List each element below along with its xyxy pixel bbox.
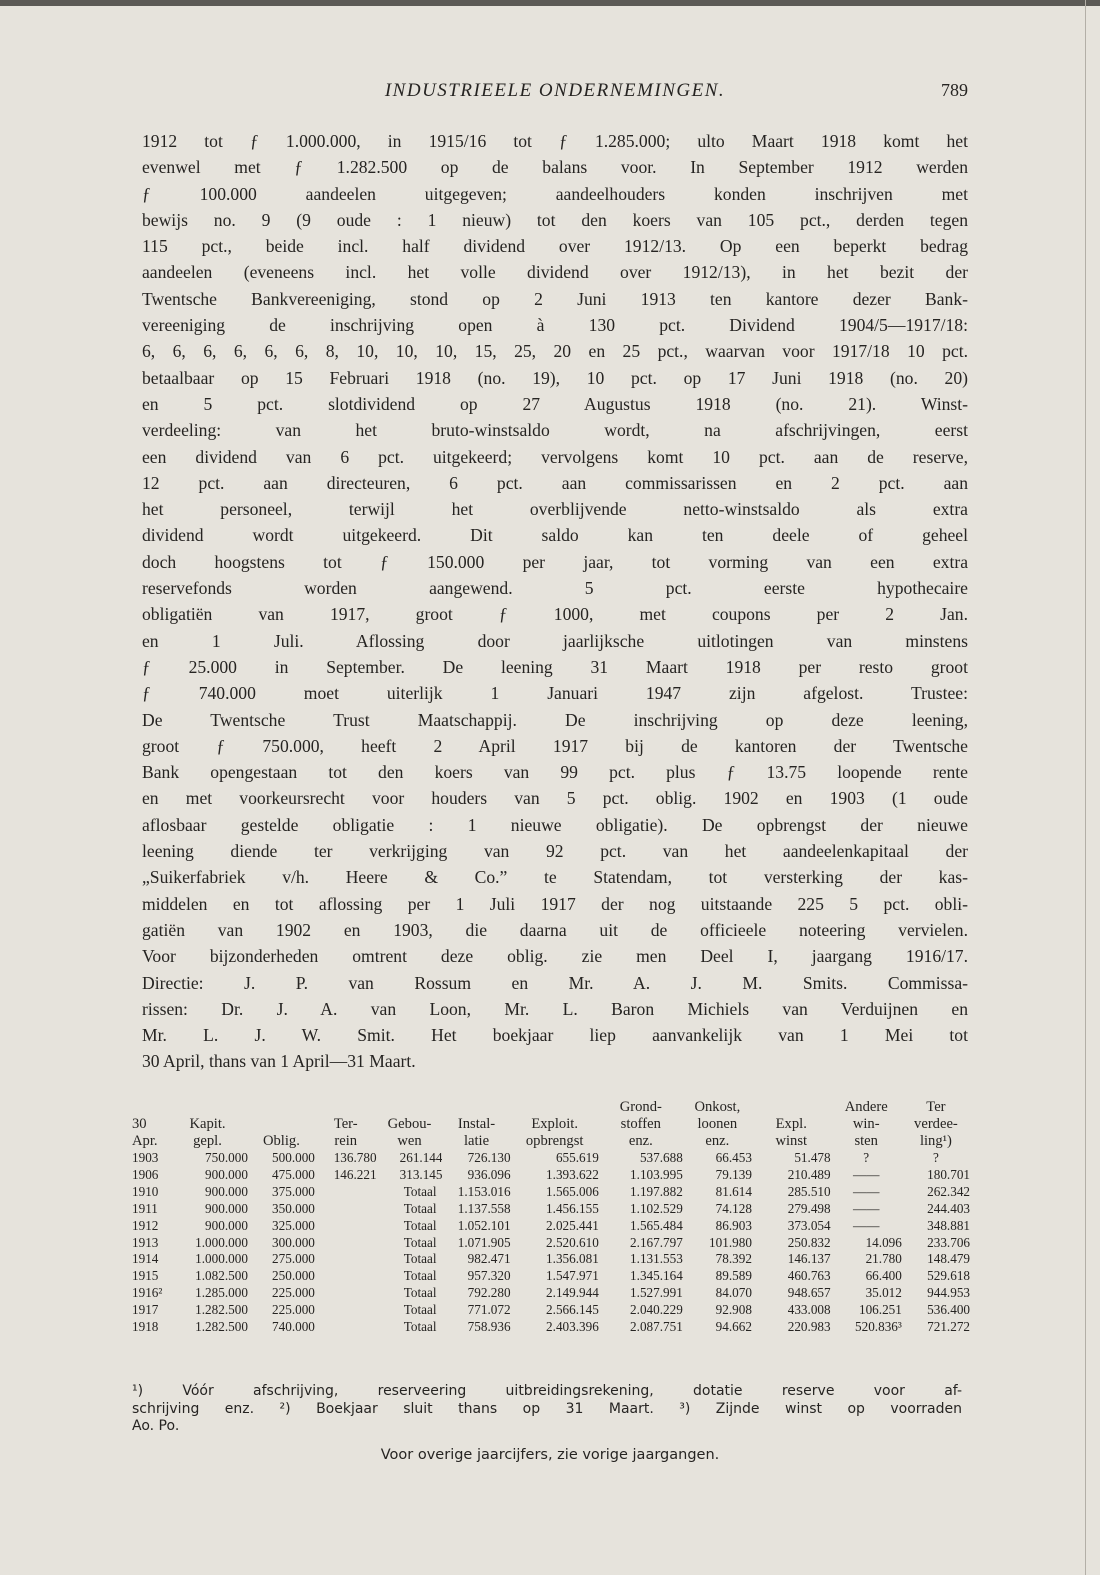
column-header: Expl. (775, 1116, 807, 1132)
text-line: ƒ 25.000 in September. De leening 31 Maart 1918 per resto groot (142, 656, 968, 677)
table-row (132, 1218, 970, 1235)
table-cell: 1.285.000 (195, 1285, 248, 1301)
column-header: win- (852, 1116, 880, 1132)
page-edge-line (1085, 0, 1086, 1575)
text-line: bewijs no. 9 (9 oude : 1 nieuw) tot den koers van 105 pct., derden tegen (142, 209, 968, 230)
table-cell: 78.392 (715, 1251, 752, 1267)
table-cell: 300.000 (272, 1234, 315, 1250)
table-cell: ? (932, 1150, 939, 1165)
column-header (442, 1099, 510, 1116)
column-header: sten (854, 1133, 878, 1149)
table-row (132, 1184, 970, 1201)
table-cell: 1.137.558 (457, 1200, 511, 1216)
footnote-line: ¹) Vóór afschrijving, reserveering uitbreidingsrekening, dotatie reserve voor af- (132, 1383, 962, 1399)
text-line: 6, 6, 6, 6, 6, 6, 8, 10, 10, 10, 15, 25, 20 en 25 pct., waarvan voor 1917/18 10 pct. (142, 341, 968, 362)
table-cell: 771.072 (467, 1302, 511, 1318)
table-cell: 373.054 (787, 1217, 831, 1233)
table-cell: Totaal (403, 1319, 437, 1335)
column-header: gepl. (193, 1133, 222, 1149)
text-line: „Suikerfabriek v/h. Heere & Co.” te Statendam, tot versterking der kas- (142, 867, 968, 888)
text-line: Voor bijzonderheden omtrent deze oblig. zie men Deel I, jaargang 1916/17. (142, 946, 968, 967)
table-cell: 146.137 (787, 1251, 831, 1267)
text-line: reservefonds worden aangewend. 5 pct. eerste hypothecaire (142, 578, 968, 599)
table-cell: 792.280 (467, 1285, 511, 1301)
text-line: 30 April, thans van 1 April—31 Maart. (142, 1051, 416, 1072)
table-cell: 1916² (132, 1285, 163, 1301)
footnote-line: schrijving enz. ²) Boekjaar sluit thans op 31 Maart. ³) Zijnde winst op voorraden (132, 1400, 962, 1417)
table-cell: 529.618 (927, 1268, 970, 1284)
column-header: loonen (697, 1116, 738, 1132)
text-line: het personeel, terwijl het overblijvende netto-winstsaldo als extra (142, 499, 968, 520)
table-cell: 944.953 (927, 1285, 970, 1301)
closing-note: Voor overige jaarcijfers, zie vorige jaargangen. (380, 1447, 720, 1463)
table-cell: 1.131.553 (630, 1251, 683, 1267)
text-line: leening diende ter verkrijging van 92 pct. van het aandeelenkapitaal der (142, 841, 968, 862)
column-header (315, 1099, 377, 1116)
table-header-row (132, 1133, 970, 1150)
table-cell: 136.780 (333, 1150, 377, 1165)
text-line: dividend wordt uitgekeerd. Dit saldo kan ten deele of geheel (142, 525, 968, 546)
text-line: verdeeling: van het bruto-winstsaldo wordt, na afschrijvingen, eerst (142, 420, 968, 441)
table-cell: 94.662 (715, 1319, 752, 1335)
table-cell: 1.527.991 (630, 1285, 683, 1301)
table-cell: 936.096 (467, 1166, 511, 1182)
table-cell: 21.780 (865, 1251, 902, 1267)
text-line: en 1 Juli. Aflossing door jaarlijksche uitlotingen van minstens (142, 630, 968, 651)
text-line: ƒ 740.000 moet uiterlijk 1 Januari 1947 zijn afgelost. Trustee: (142, 683, 968, 704)
table-cell: 106.251 (858, 1302, 902, 1318)
column-header: Ter (926, 1099, 946, 1115)
table-cell: 84.070 (715, 1285, 752, 1301)
text-line: vereeniging de inschrijving open à 130 pct. Dividend 1904/5—1917/18: (142, 315, 968, 336)
table-cell: 146.221 (333, 1166, 377, 1182)
text-line: een dividend van 6 pct. uitgekeerd; vervolgens komt 10 pct. aan de reserve, (142, 446, 968, 467)
table-cell: 2.149.944 (546, 1285, 599, 1301)
table-cell: 51.478 (794, 1150, 831, 1165)
table-cell: 1917 (132, 1302, 159, 1318)
table-cell: 537.688 (639, 1150, 683, 1165)
table-cell: 2.403.396 (546, 1319, 599, 1335)
text-line: evenwel met ƒ 1.282.500 op de balans voor. In September 1912 werden (142, 157, 968, 178)
table-cell: 721.272 (927, 1319, 970, 1335)
table-cell: 1.282.500 (195, 1319, 248, 1335)
table-cell: 233.706 (927, 1234, 970, 1250)
column-header: wen (397, 1133, 422, 1149)
column-header: enz. (705, 1133, 730, 1149)
table-cell: 1911 (132, 1200, 158, 1216)
table-cell: 14.096 (865, 1234, 902, 1250)
table-cell: 1.052.101 (457, 1217, 511, 1233)
table-cell: 2.520.610 (546, 1234, 599, 1250)
column-header: ling¹) (919, 1133, 952, 1149)
table-cell: 92.908 (715, 1302, 752, 1318)
table-cell: 2.566.145 (546, 1302, 599, 1318)
table-cell: 79.139 (715, 1166, 752, 1182)
table-cell: 261.144 (399, 1150, 443, 1165)
table-cell: Totaal (403, 1217, 437, 1233)
table-cell: —— (853, 1166, 880, 1182)
table-cell: 433.008 (787, 1302, 831, 1318)
table-cell: 740.000 (272, 1319, 315, 1335)
text-line: De Twentsche Trust Maatschappij. De inschrijving op deze leening, (142, 709, 968, 730)
table-cell: 225.000 (272, 1285, 315, 1301)
table-row (132, 1251, 970, 1268)
table-cell: 758.936 (467, 1319, 511, 1335)
table-header-row (132, 1099, 970, 1116)
table-cell: 460.763 (787, 1268, 831, 1284)
table-cell: 101.980 (709, 1234, 752, 1250)
table-cell: 225.000 (272, 1302, 315, 1318)
table-cell: 313.145 (399, 1166, 443, 1182)
table-cell: 66.400 (865, 1268, 902, 1284)
text-line: rissen: Dr. J. A. van Loon, Mr. L. Baron Michiels van Verduijnen en (142, 998, 968, 1019)
table-cell: 1903 (132, 1150, 159, 1165)
table-cell: 1.393.622 (546, 1166, 599, 1182)
text-line: aandeelen (eveneens incl. het volle dividend over 1912/13), in het bezit der (142, 262, 968, 283)
table-cell: 1914 (132, 1251, 159, 1267)
column-header: opbrengst (525, 1133, 584, 1149)
page-header (142, 80, 968, 110)
table-cell: 1.282.500 (195, 1302, 248, 1318)
table-cell: 1.082.500 (195, 1268, 248, 1284)
table-cell: 1906 (132, 1166, 159, 1182)
table-cell: 35.012 (865, 1285, 902, 1301)
column-header (248, 1116, 315, 1133)
table-cell: 900.000 (205, 1200, 248, 1216)
table-cell: —— (853, 1200, 880, 1216)
table-cell: 262.342 (927, 1183, 970, 1199)
body-text (142, 128, 968, 1075)
table-cell: 285.510 (787, 1183, 831, 1199)
table-cell: 726.130 (467, 1150, 511, 1165)
text-line: ƒ 100.000 aandeelen uitgegeven; aandeelhouders konden inschrijven met (142, 183, 968, 204)
column-header: winst (775, 1133, 808, 1149)
table-cell: 1.153.016 (457, 1183, 511, 1199)
table-cell: 1.565.006 (546, 1183, 599, 1199)
text-line: betaalbaar op 15 Februari 1918 (no. 19), 10 pct. op 17 Juni 1918 (no. 20) (142, 367, 968, 388)
column-header: Exploit. (531, 1116, 578, 1132)
column-header: Gebou- (387, 1116, 432, 1132)
table-row (132, 1167, 970, 1184)
table-cell: 375.000 (272, 1183, 315, 1199)
table-cell: 536.400 (927, 1302, 970, 1318)
text-line: obligatiën van 1917, groot ƒ 1000, met coupons per 2 Jan. (142, 604, 968, 625)
column-header: rein (334, 1133, 358, 1149)
table-cell: 655.619 (555, 1150, 599, 1165)
table-row (132, 1319, 970, 1336)
text-line: groot ƒ 750.000, heeft 2 April 1917 bij de kantoren der Twentsche (142, 735, 968, 756)
table-cell: 1.102.529 (630, 1200, 683, 1216)
table-cell: 750.000 (205, 1150, 248, 1165)
footnotes (132, 1383, 962, 1436)
table-cell: 148.479 (927, 1251, 970, 1267)
table-cell: —— (853, 1183, 880, 1199)
column-header: Kapit. (189, 1116, 226, 1132)
column-header: Onkost, (694, 1099, 741, 1115)
table-cell: 66.453 (715, 1150, 752, 1165)
text-line: en met voorkeursrecht voor houders van 5 pct. oblig. 1902 en 1903 (1 oude (142, 788, 968, 809)
column-header: enz. (628, 1133, 653, 1149)
table-cell: 957.320 (467, 1268, 511, 1284)
text-line: 1912 tot ƒ 1.000.000, in 1915/16 tot ƒ 1.285.000; ulto Maart 1918 komt het (142, 131, 968, 151)
table-cell: Totaal (403, 1302, 437, 1318)
text-line: doch hoogstens tot ƒ 150.000 per jaar, tot vorming van een extra (142, 551, 968, 572)
page-number: 789 (941, 80, 968, 100)
table-cell: Totaal (403, 1183, 437, 1199)
column-header: verdee- (914, 1116, 958, 1132)
table-cell: 1.103.995 (630, 1166, 683, 1182)
column-header: Oblig. (262, 1133, 300, 1149)
table-cell: 1.000.000 (195, 1234, 248, 1250)
table-row (132, 1268, 970, 1285)
table-cell: 1.547.971 (546, 1268, 599, 1284)
table-cell: 475.000 (272, 1166, 315, 1182)
table-row (132, 1235, 970, 1252)
table-cell: 520.836³ (855, 1319, 902, 1335)
column-header (248, 1099, 315, 1116)
table-header (132, 1099, 970, 1150)
table-cell: 500.000 (272, 1150, 315, 1165)
table-cell: 1918 (132, 1319, 159, 1335)
text-line: middelen en tot aflossing per 1 Juli 1917 der nog uitstaande 225 5 pct. obli- (142, 893, 968, 914)
table-cell: 900.000 (205, 1166, 248, 1182)
text-line: Twentsche Bankvereeniging, stond op 2 Juni 1913 ten kantore dezer Bank- (142, 288, 968, 309)
table-cell: 210.489 (787, 1166, 831, 1182)
table-row (132, 1302, 970, 1319)
text-line: 115 pct., beide incl. half dividend over 1912/13. Op een beperkt bedrag (142, 236, 968, 257)
column-header: latie (463, 1133, 490, 1149)
table-cell: 74.128 (715, 1200, 752, 1216)
text-line: aflosbaar gestelde obligatie : 1 nieuwe obligatie). De opbrengst der nieuwe (142, 814, 968, 835)
column-header (511, 1099, 599, 1116)
table-cell: Totaal (403, 1251, 437, 1267)
text-line: gatiën van 1902 en 1903, die daarna uit de officieele noteering vervielen. (142, 919, 968, 940)
column-header: Ter- (333, 1116, 358, 1132)
table-row (132, 1285, 970, 1302)
table-cell: 250.832 (787, 1234, 831, 1250)
table-row (132, 1150, 970, 1167)
table-cell: 348.881 (927, 1217, 970, 1233)
table-cell: Totaal (403, 1234, 437, 1250)
table-cell: 1915 (132, 1268, 159, 1284)
table-cell: 982.471 (467, 1251, 511, 1267)
table-cell: 1.000.000 (195, 1251, 248, 1267)
column-header: Instal- (457, 1116, 496, 1132)
table-cell: 89.589 (715, 1268, 752, 1284)
footnote-line: Ao. Po. (132, 1418, 180, 1434)
table-cell: 244.403 (927, 1200, 970, 1216)
column-header: Andere (844, 1099, 888, 1115)
table-cell: 2.025.441 (546, 1217, 599, 1233)
table-row (132, 1201, 970, 1218)
table-cell: 1.345.164 (630, 1268, 683, 1284)
table-cell: 1.456.155 (546, 1200, 599, 1216)
column-header (167, 1099, 248, 1116)
table-body (132, 1150, 970, 1336)
text-line: 12 pct. aan directeuren, 6 pct. aan commissarissen en 2 pct. aan (142, 472, 968, 493)
table-cell: Totaal (403, 1285, 437, 1301)
column-header: Grond- (619, 1099, 662, 1115)
table-cell: 250.000 (272, 1268, 315, 1284)
table-cell: 1913 (132, 1234, 159, 1250)
column-header (752, 1099, 831, 1116)
table-cell: 1.565.484 (630, 1217, 683, 1233)
table-cell: 2.087.751 (630, 1319, 683, 1335)
table-cell: 325.000 (272, 1217, 315, 1233)
table-cell: 2.167.797 (630, 1234, 683, 1250)
column-header: Apr. (132, 1133, 158, 1149)
text-line: Directie: J. P. van Rossum en Mr. A. J. M. Smits. Commissa- (142, 972, 968, 993)
text-line: Mr. L. J. W. Smit. Het boekjaar liep aanvankelijk van 1 Mei tot (142, 1025, 968, 1046)
table-cell: 86.903 (715, 1217, 752, 1233)
table-cell: 948.657 (787, 1285, 831, 1301)
table-cell: 275.000 (272, 1251, 315, 1267)
column-header (377, 1099, 443, 1116)
table-cell: 900.000 (205, 1217, 248, 1233)
table-cell: ? (863, 1150, 870, 1165)
table-cell: 1.356.081 (546, 1251, 599, 1267)
table-cell: 180.701 (927, 1166, 970, 1182)
table-cell: 350.000 (272, 1200, 315, 1216)
table-cell: 1.071.905 (457, 1234, 511, 1250)
table-cell: 1912 (132, 1217, 159, 1233)
table-cell: 220.983 (787, 1319, 831, 1335)
table-header-row (132, 1116, 970, 1133)
text-line: en 5 pct. slotdividend op 27 Augustus 1918 (no. 21). Winst- (142, 393, 968, 414)
text-line: Bank opengestaan tot den koers van 99 pct. plus ƒ 13.75 loopende rente (142, 762, 968, 783)
column-header (132, 1099, 167, 1116)
column-header: stoffen (620, 1116, 661, 1132)
running-title: INDUSTRIEELE ONDERNEMINGEN. (384, 80, 726, 101)
column-header: 30 (132, 1116, 147, 1132)
table-cell: 279.498 (787, 1200, 831, 1216)
table-cell: 1.197.882 (630, 1183, 683, 1199)
table-cell: —— (853, 1217, 880, 1233)
financial-table (132, 1099, 970, 1336)
table-cell: 1910 (132, 1183, 159, 1199)
table-cell: 900.000 (205, 1183, 248, 1199)
table-cell: 81.614 (715, 1183, 752, 1199)
table-cell: 2.040.229 (630, 1302, 683, 1318)
table-cell: Totaal (403, 1200, 437, 1216)
table-cell: Totaal (403, 1268, 437, 1284)
